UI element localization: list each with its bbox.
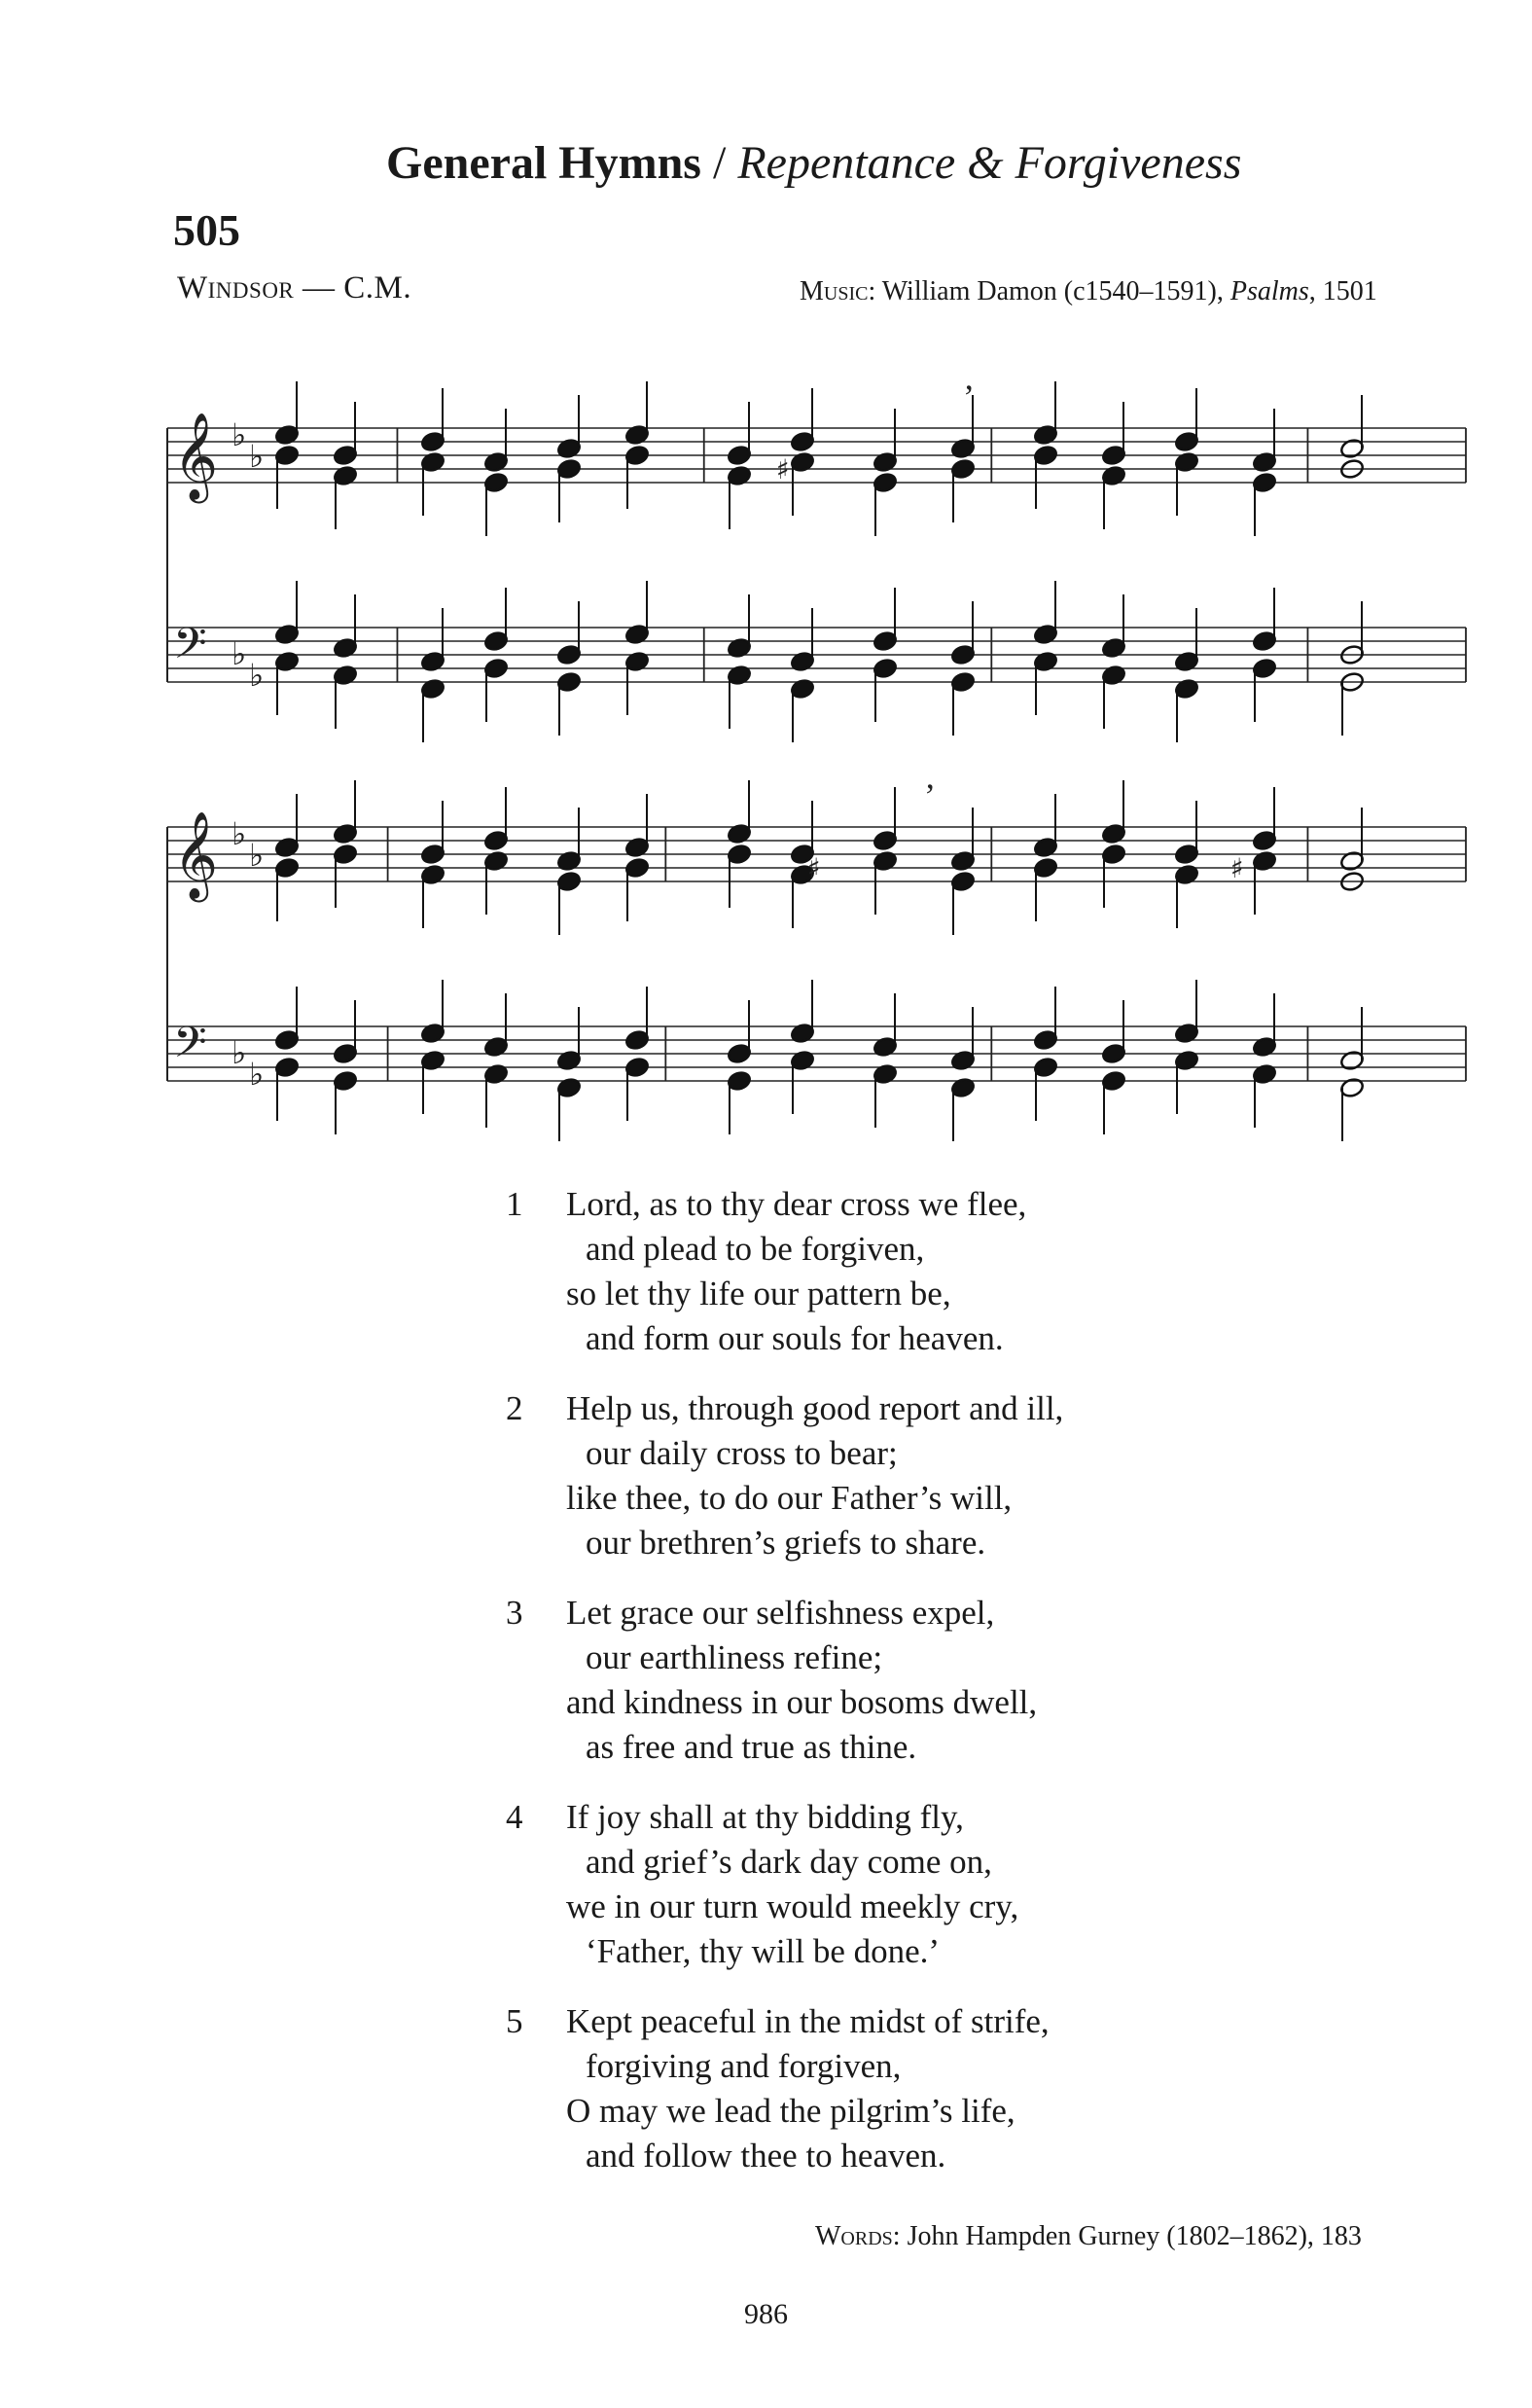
verse-line: Help us, through good report and ill, [566,1389,1064,1427]
verse-line: O may we lead the pilgrim’s life, [566,2092,1015,2130]
treble-clef: 𝄞 [173,811,219,899]
hymn-number: 505 [173,205,240,255]
verse-line: like thee, to do our Father’s will, [566,1479,1013,1517]
bass-clef: 𝄢 [173,1017,207,1078]
key-signature: ♭ [232,416,247,453]
bass-clef: 𝄢 [173,618,207,679]
music-score [156,370,1474,1177]
verse-line: and kindness in our bosoms dwell, [566,1683,1038,1721]
key-signature: ♭ [232,1034,247,1071]
verse-line: Lord, as to thy dear cross we flee, [566,1185,1027,1223]
words-label: Words: [815,2221,901,2251]
verse-line: and follow thee to heaven. [586,2137,946,2174]
page-number: 986 [744,2298,788,2330]
key-signature: ♭ [232,635,247,672]
music-source: Psalms [1229,276,1309,306]
music-label: Music: [800,276,876,306]
tune-separator: — [294,270,344,305]
key-signature: ♭ [232,815,247,852]
verse-4 [506,1795,1284,1974]
key-signature: ♭ [249,657,265,694]
verse-number: 1 [506,1185,523,1223]
verse-1 [506,1182,1284,1361]
verse-number: 5 [506,2002,523,2040]
treble-clef: 𝄞 [173,413,219,500]
sharp-sign: ♯ [1230,852,1244,884]
verse-line: and form our souls for heaven. [586,1319,1004,1357]
sharp-sign: ♯ [807,852,821,884]
verse-number: 4 [506,1798,523,1836]
meter: C.M. [343,270,412,305]
score-systems [167,377,1466,1141]
verse-number: 3 [506,1594,523,1632]
verse-line: ‘Father, thy will be done.’ [586,1932,941,1970]
verse-line: Kept peaceful in the midst of strife, [566,2002,1050,2040]
verse-line: so let thy life our pattern be, [566,1275,951,1312]
subsection-name: Repentance & Forgiveness [737,137,1242,189]
verse-line: and grief’s dark day come on, [586,1843,992,1881]
verse-line: and plead to be forgiven, [586,1230,925,1268]
music-credit [800,276,1480,307]
music-year: , 1501 [1308,276,1377,306]
music-composer: William Damon (c1540–1591), [875,276,1230,306]
verse-line: our brethren’s griefs to share. [586,1524,986,1562]
verse-2 [506,1386,1284,1565]
verse-line: as free and true as thine. [586,1728,917,1766]
breath-mark: ’ [963,377,975,416]
verse-line: our daily cross to bear; [586,1434,898,1472]
verse-line: forgiving and forgiven, [586,2047,902,2085]
verse-line: Let grace our selfishness expel, [566,1594,995,1632]
tune-name: Windsor [177,270,295,305]
verse-line: we in our turn would meekly cry, [566,1887,1019,1925]
key-signature: ♭ [249,1056,265,1093]
verse-3 [506,1591,1284,1770]
sharp-sign: ♯ [776,453,790,485]
words-author: John Hampden Gurney (1802–1862), 183 [900,2221,1362,2251]
section-title [386,136,1241,190]
tune-line [177,270,411,306]
section-name: General Hymns [386,137,701,189]
breath-mark: ’ [924,776,936,815]
words-credit [815,2221,1362,2252]
verse-line: our earthliness refine; [586,1638,883,1676]
verse-line: If joy shall at thy bidding fly, [566,1798,964,1836]
verses [506,1182,1284,2204]
section-separator: / [700,137,738,189]
verse-5 [506,1999,1284,2178]
key-signature: ♭ [249,438,265,475]
verse-number: 2 [506,1389,523,1427]
key-signature: ♭ [249,837,265,874]
